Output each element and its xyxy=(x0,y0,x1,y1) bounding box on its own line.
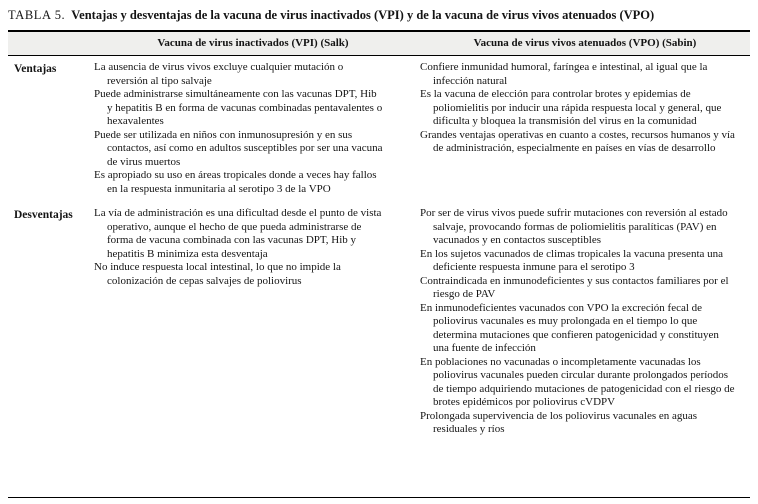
list-item: En los sujetos vacunados de climas tropicales la vacuna presenta una deficiente respuesta inmune para el serotipo 3 xyxy=(420,247,724,273)
list-item: No induce respuesta local intestinal, lo que no impide la colonización de cepas salvajes de poliovirus xyxy=(94,261,341,287)
desventajas-vpi-cell xyxy=(94,207,412,288)
list-item: Puede ser utilizada en niños con inmunosupresión y en sus contactos, así como en adultos susceptibles por ser una vacuna de virus muertos xyxy=(94,128,383,168)
list-item: La ausencia de virus vivos excluye cualquier mutación o reversión al tipo salvaje xyxy=(94,61,344,87)
list-item: Confiere inmunidad humoral, faríngea e intestinal, al igual que la infección natural xyxy=(420,61,708,87)
table-number-label: TABLA 5. xyxy=(8,8,66,22)
section-desventajas xyxy=(8,207,750,437)
list-item: Puede administrarse simultáneamente con las vacunas DPT, Hib y hepatitis B en forma de vacunas combinadas pentavalentes o hexavalentes xyxy=(94,88,383,127)
row-label-desventajas: Desventajas xyxy=(14,209,73,221)
list-item: En inmunodeficientes vacunados con VPO la excreción fecal de poliovirus vacunales es muy prolongada en el tiempo lo que determina mutaciones que confieren patogenicidad y constituyen una fuente de infección xyxy=(420,301,719,354)
list-item: Grandes ventajas operativas en cuanto a costes, recursos humanos y vía de administración, especialmente en países en vías de desarrollo xyxy=(420,128,735,154)
list-item: Por ser de virus vivos puede sufrir mutaciones con reversión al estado salvaje, provocando formas de poliomielitis paralíticas (PAV) en vacunados y en contactos susceptibles xyxy=(420,207,728,246)
ventajas-vpo-cell xyxy=(412,61,750,156)
list-item: Es la vacuna de elección para controlar brotes y epidemias de poliomielitis por inducir una rápida respuesta local y general, que dificulta y bloquea la transmisión del virus en la comunidad xyxy=(420,88,722,127)
list-item: En poblaciones no vacunadas o incompletamente vacunadas los poliovirus vacunales pueden circular durante prolongados períodos de tiempo adquiriendo mutaciones de patogenicidad con el riesgo de brotes epidémicos por poliovirus cVDPV xyxy=(420,355,735,408)
table-caption xyxy=(8,7,750,23)
header-spacer-cell xyxy=(8,43,94,45)
ventajas-vpi-cell xyxy=(94,61,412,196)
row-label-ventajas: Ventajas xyxy=(14,63,57,75)
list-item: Contraindicada en inmunodeficientes y sus contactos familiares por el riesgo de PAV xyxy=(420,274,729,300)
table-title: Ventajas y desventajas de la vacuna de virus inactivados (VPI) y de la vacuna de virus vivos atenuados (VPO) xyxy=(71,8,655,22)
column-header-vpo: Vacuna de virus vivos atenuados (VPO) (Sabin) xyxy=(473,37,697,49)
section-ventajas xyxy=(8,61,750,196)
table-header-row xyxy=(8,32,750,56)
column-header-vpi: Vacuna de virus inactivados (VPI) (Salk) xyxy=(157,37,349,49)
list-item: Prolongada supervivencia de los poliovirus vacunales en aguas residuales y ríos xyxy=(420,409,698,435)
list-item: La vía de administración es una dificultad desde el punto de vista operativo, aunque el hecho de que pueda administrarse de forma de vacuna combinada con las vacunas DPT, Hib y hepatitis B minimiza esta desventaja xyxy=(94,207,382,260)
list-item: Es apropiado su uso en áreas tropicales donde a veces hay fallos en la respuesta inmunitaria al serotipo 3 de la VPO xyxy=(94,169,377,195)
desventajas-vpo-cell xyxy=(412,207,750,437)
comparison-table xyxy=(8,30,750,498)
table-body xyxy=(8,56,750,497)
